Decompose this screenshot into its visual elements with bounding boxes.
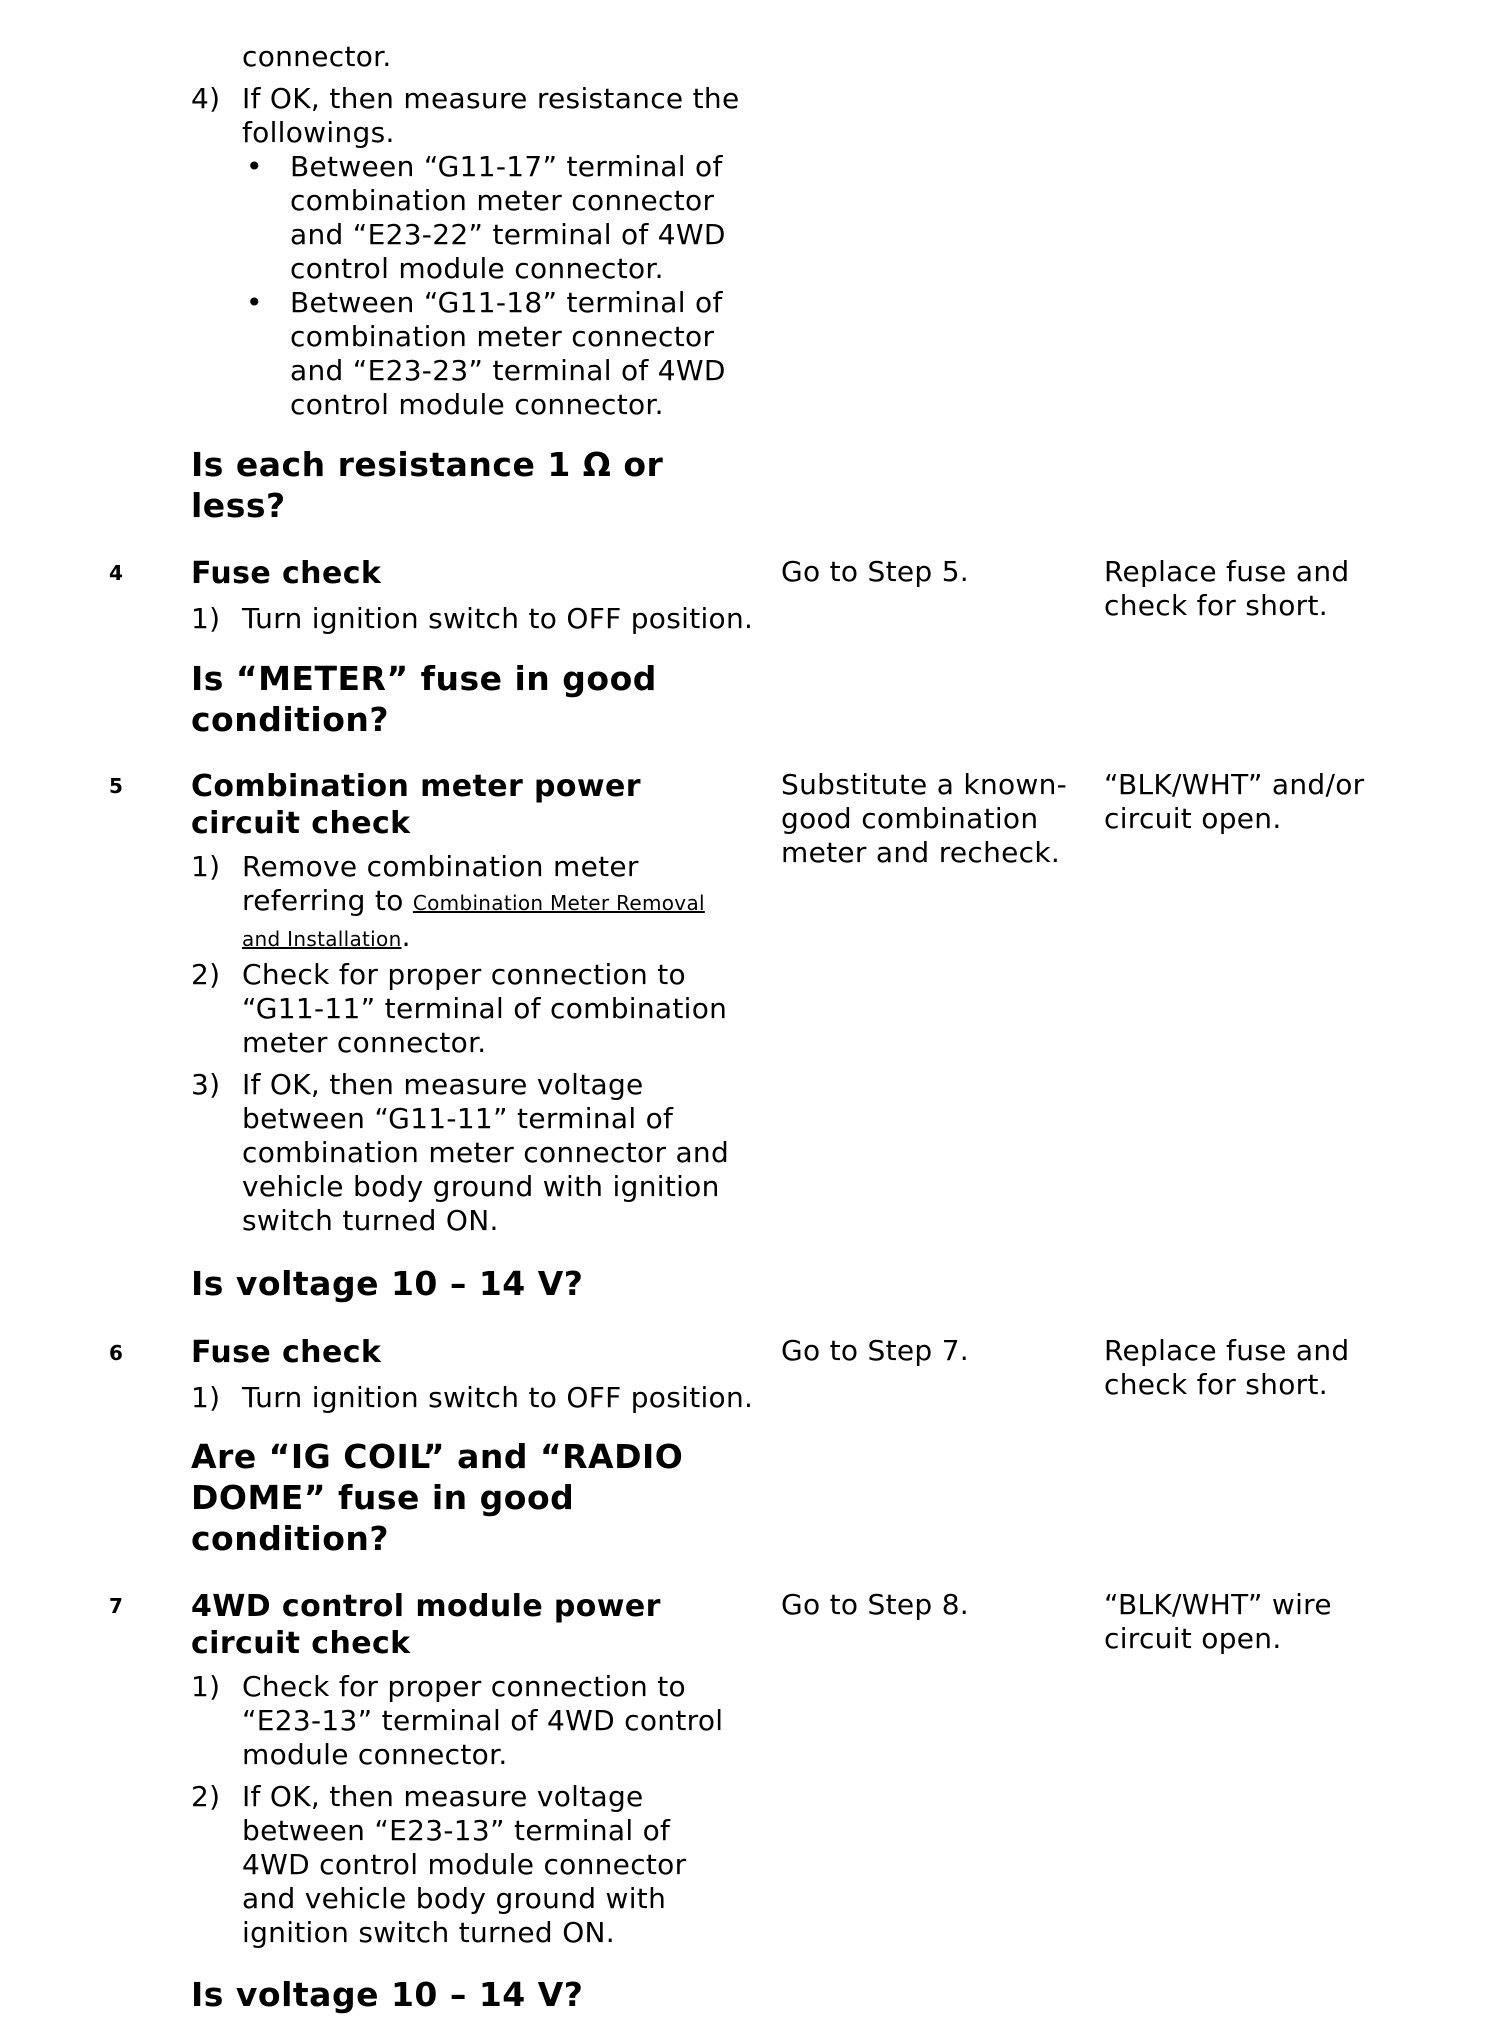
item-text: Turn ignition switch to OFF position. — [242, 1381, 754, 1414]
item-text: If OK, then measure voltage between “E23-13” terminal of 4WD control module connector and vehicle body ground with ignition switch turned ON. — [242, 1780, 687, 1949]
step4-no-action: Replace fuse and check for short. — [1104, 555, 1350, 622]
item-text: If OK, then measure voltage between “G11-11” terminal of combination meter connector and vehicle body ground with ignition switch turned ON. — [242, 1068, 730, 1237]
step3-question: Is each resistance 1 Ω or less? — [191, 445, 664, 525]
item-text: Check for proper connection to “E23-13” terminal of 4WD control module connector. — [242, 1670, 724, 1771]
removal-installation-link[interactable]: Combination Meter Removal and Installation — [242, 891, 705, 951]
step5-question: Is voltage 10 – 14 V? — [191, 1264, 584, 1303]
item-number: 1) — [191, 850, 221, 883]
bullet-text: Between “G11-18” terminal of combination meter connector and “E23-23” terminal of 4WD control module connector. — [290, 286, 726, 421]
item-number: 1) — [191, 1381, 221, 1414]
item-number: 3) — [191, 1068, 221, 1101]
step6-number: 6 — [109, 1341, 123, 1365]
item-text-prefix: Remove combination meter referring to — [242, 850, 639, 917]
step6-title: Fuse check — [191, 1335, 382, 1370]
step7-number: 7 — [109, 1594, 123, 1618]
step6-no-action: Replace fuse and check for short. — [1104, 1334, 1350, 1401]
step5-title: Combination meter power circuit check — [191, 769, 641, 841]
item-number: 2) — [191, 1780, 221, 1813]
bullet-icon: • — [246, 150, 263, 183]
step4-number: 4 — [109, 561, 123, 585]
item-text: Check for proper connection to “G11-11” terminal of combination meter connector. — [242, 958, 728, 1059]
step4-question: Is “METER” fuse in good condition? — [191, 659, 657, 739]
step5-yes-action: Substitute a known-good combination meter and recheck. — [781, 768, 1068, 869]
item-number: 1) — [191, 1670, 221, 1703]
step5-no-action: “BLK/WHT” and/or circuit open. — [1104, 768, 1365, 835]
step3-continuation: connector. — [242, 40, 392, 73]
step6-yes-action: Go to Step 7. — [781, 1334, 970, 1367]
step4-yes-action: Go to Step 5. — [781, 555, 970, 588]
bullet-text: Between “G11-17” terminal of combination meter connector and “E23-22” terminal of 4WD control module connector. — [290, 150, 726, 285]
item-text: If OK, then measure resistance the followings. — [242, 82, 740, 149]
step7-yes-action: Go to Step 8. — [781, 1588, 970, 1621]
step7-no-action: “BLK/WHT” wire circuit open. — [1104, 1588, 1332, 1655]
step6-question: Are “IG COIL” and “RADIO DOME” fuse in good condition? — [191, 1437, 684, 1558]
item-text-suffix: . — [401, 920, 411, 953]
step5-number: 5 — [109, 774, 123, 798]
step7-question: Is voltage 10 – 14 V? — [191, 1975, 584, 2014]
item-number: 4) — [191, 82, 221, 115]
item-text — [242, 850, 722, 956]
step7-title: 4WD control module power circuit check — [191, 1589, 661, 1661]
bullet-icon: • — [246, 286, 263, 319]
item-number: 1) — [191, 602, 221, 635]
step4-title: Fuse check — [191, 556, 382, 591]
item-number: 2) — [191, 958, 221, 991]
item-text: Turn ignition switch to OFF position. — [242, 602, 754, 635]
